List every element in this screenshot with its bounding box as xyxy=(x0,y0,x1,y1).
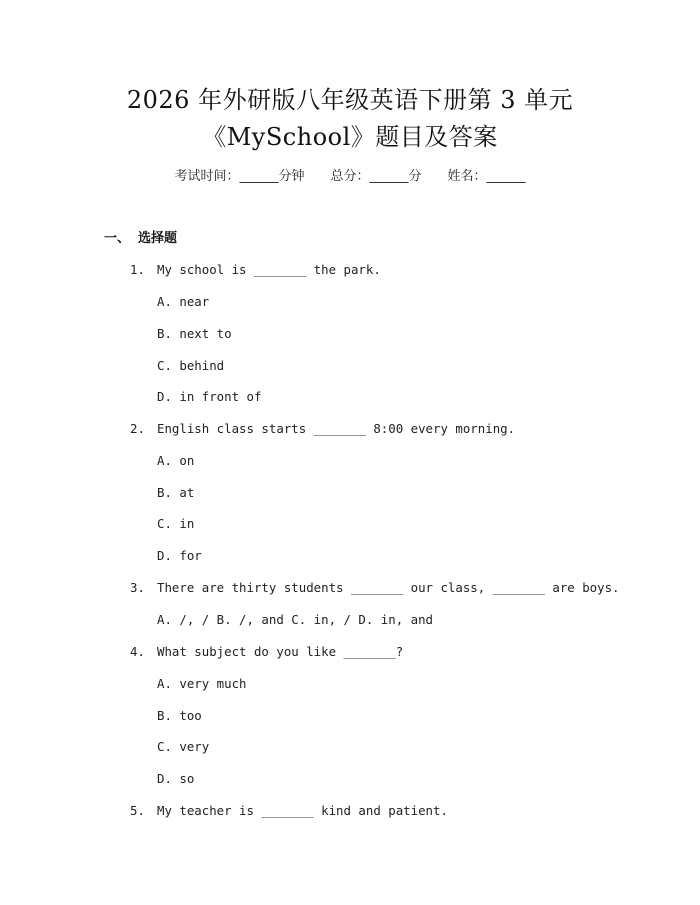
question-4-option-b: B. too xyxy=(157,708,202,723)
question-4-option-d: D. so xyxy=(157,771,195,786)
question-4-number: 4. xyxy=(130,644,145,659)
question-4-text: What subject do you like _______? xyxy=(157,644,404,659)
question-1-option-c: C. behind xyxy=(157,358,225,373)
question-2-option-c: C. in xyxy=(157,516,195,531)
question-5-text: My teacher is _______ kind and patient. xyxy=(157,803,448,818)
exam-meta-row xyxy=(0,167,700,187)
question-2-text: English class starts _______ 8:00 every morning. xyxy=(157,421,516,436)
question-2-option-a: A. on xyxy=(157,453,195,468)
question-2-option-b: B. at xyxy=(157,485,195,500)
question-1-text: My school is _______ the park. xyxy=(157,262,381,277)
document-title-line-2: 《MySchool》题目及答案 xyxy=(202,123,498,151)
question-1-option-a: A. near xyxy=(157,294,210,309)
question-1-option-d: D. in front of xyxy=(157,389,262,404)
total-score-label: 总分：______分 xyxy=(330,169,422,184)
section-title: 选择题 xyxy=(138,231,178,246)
question-3-text: There are thirty students _______ our class, _______ are boys. xyxy=(157,580,620,595)
question-1-option-b: B. next to xyxy=(157,326,232,341)
question-4-option-a: A. very much xyxy=(157,676,247,691)
section-number: 一、 xyxy=(104,231,131,246)
question-5-number: 5. xyxy=(130,803,145,818)
exam-time-label: 考试时间：______分钟 xyxy=(174,169,305,184)
student-name-label: 姓名：______ xyxy=(447,169,526,184)
question-4-option-c: C. very xyxy=(157,739,210,754)
question-2-option-d: D. for xyxy=(157,548,202,563)
question-2-number: 2. xyxy=(130,421,145,436)
question-3-number: 3. xyxy=(130,580,145,595)
question-1-number: 1. xyxy=(130,262,145,277)
question-3-options-inline: A. /, / B. /, and C. in, / D. in, and xyxy=(157,612,434,627)
document-title-line-1: 2026 年外研版八年级英语下册第 3 单元 xyxy=(126,86,574,114)
section-heading xyxy=(104,229,177,249)
